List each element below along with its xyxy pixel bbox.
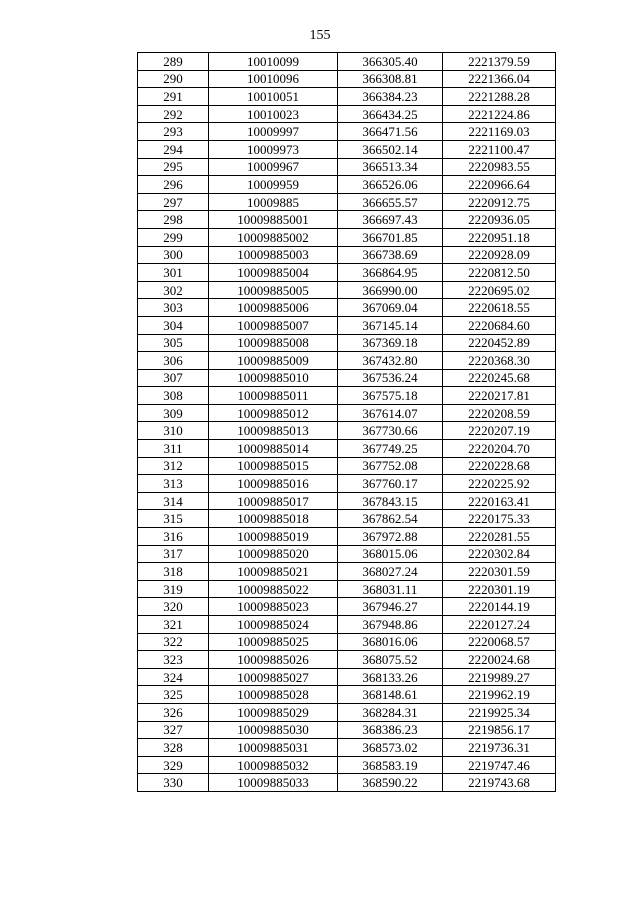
point-id-cell: 10009885002 bbox=[209, 228, 338, 246]
point-id-cell: 10009973 bbox=[209, 140, 338, 158]
table-row bbox=[138, 88, 556, 106]
x-coordinate-cell: 368075.52 bbox=[338, 651, 443, 669]
y-coordinate-cell: 2221224.86 bbox=[443, 105, 556, 123]
point-id-cell: 10010051 bbox=[209, 88, 338, 106]
y-coordinate-cell: 2219743.68 bbox=[443, 774, 556, 792]
table-row bbox=[138, 404, 556, 422]
row-number-cell: 299 bbox=[138, 228, 209, 246]
point-id-cell: 10009885005 bbox=[209, 281, 338, 299]
row-number-cell: 319 bbox=[138, 580, 209, 598]
table-row bbox=[138, 721, 556, 739]
point-id-cell: 10009885023 bbox=[209, 598, 338, 616]
x-coordinate-cell: 368386.23 bbox=[338, 721, 443, 739]
y-coordinate-cell: 2220127.24 bbox=[443, 616, 556, 634]
row-number-cell: 330 bbox=[138, 774, 209, 792]
point-id-cell: 10009885003 bbox=[209, 246, 338, 264]
table-row bbox=[138, 633, 556, 651]
point-id-cell: 10009885021 bbox=[209, 563, 338, 581]
point-id-cell: 10009885033 bbox=[209, 774, 338, 792]
y-coordinate-cell: 2219747.46 bbox=[443, 756, 556, 774]
point-id-cell: 10009885031 bbox=[209, 739, 338, 757]
point-id-cell: 10009959 bbox=[209, 176, 338, 194]
y-coordinate-cell: 2220175.33 bbox=[443, 510, 556, 528]
y-coordinate-cell: 2220452.89 bbox=[443, 334, 556, 352]
point-id-cell: 10009885013 bbox=[209, 422, 338, 440]
row-number-cell: 323 bbox=[138, 651, 209, 669]
y-coordinate-cell: 2220368.30 bbox=[443, 352, 556, 370]
row-number-cell: 301 bbox=[138, 264, 209, 282]
y-coordinate-cell: 2220163.41 bbox=[443, 492, 556, 510]
x-coordinate-cell: 367752.08 bbox=[338, 457, 443, 475]
point-id-cell: 10009885019 bbox=[209, 528, 338, 546]
table-row bbox=[138, 756, 556, 774]
point-id-cell: 10009885012 bbox=[209, 404, 338, 422]
table-row bbox=[138, 580, 556, 598]
point-id-cell: 10009885009 bbox=[209, 352, 338, 370]
row-number-cell: 293 bbox=[138, 123, 209, 141]
row-number-cell: 311 bbox=[138, 440, 209, 458]
row-number-cell: 324 bbox=[138, 668, 209, 686]
x-coordinate-cell: 366384.23 bbox=[338, 88, 443, 106]
x-coordinate-cell: 366305.40 bbox=[338, 53, 443, 71]
x-coordinate-cell: 367069.04 bbox=[338, 299, 443, 317]
point-id-cell: 10009885027 bbox=[209, 668, 338, 686]
table-row bbox=[138, 703, 556, 721]
y-coordinate-cell: 2220225.92 bbox=[443, 475, 556, 493]
point-id-cell: 10009885016 bbox=[209, 475, 338, 493]
row-number-cell: 325 bbox=[138, 686, 209, 704]
y-coordinate-cell: 2220618.55 bbox=[443, 299, 556, 317]
point-id-cell: 10009885024 bbox=[209, 616, 338, 634]
table-row bbox=[138, 774, 556, 792]
y-coordinate-cell: 2220204.70 bbox=[443, 440, 556, 458]
point-id-cell: 10009885007 bbox=[209, 316, 338, 334]
point-id-cell: 10009997 bbox=[209, 123, 338, 141]
x-coordinate-cell: 366655.57 bbox=[338, 193, 443, 211]
table-row bbox=[138, 492, 556, 510]
table-row bbox=[138, 140, 556, 158]
row-number-cell: 304 bbox=[138, 316, 209, 334]
x-coordinate-cell: 366990.00 bbox=[338, 281, 443, 299]
x-coordinate-cell: 367575.18 bbox=[338, 387, 443, 405]
point-id-cell: 10009885025 bbox=[209, 633, 338, 651]
row-number-cell: 294 bbox=[138, 140, 209, 158]
point-id-cell: 10009885001 bbox=[209, 211, 338, 229]
point-id-cell: 10009885032 bbox=[209, 756, 338, 774]
table-row bbox=[138, 299, 556, 317]
row-number-cell: 308 bbox=[138, 387, 209, 405]
x-coordinate-cell: 368016.06 bbox=[338, 633, 443, 651]
y-coordinate-cell: 2221379.59 bbox=[443, 53, 556, 71]
x-coordinate-cell: 367369.18 bbox=[338, 334, 443, 352]
y-coordinate-cell: 2220228.68 bbox=[443, 457, 556, 475]
table-row bbox=[138, 228, 556, 246]
table-row bbox=[138, 158, 556, 176]
table-row bbox=[138, 53, 556, 71]
table-row bbox=[138, 211, 556, 229]
row-number-cell: 307 bbox=[138, 369, 209, 387]
x-coordinate-cell: 368133.26 bbox=[338, 668, 443, 686]
table-row bbox=[138, 105, 556, 123]
row-number-cell: 327 bbox=[138, 721, 209, 739]
row-number-cell: 328 bbox=[138, 739, 209, 757]
y-coordinate-cell: 2221169.03 bbox=[443, 123, 556, 141]
y-coordinate-cell: 2220207.19 bbox=[443, 422, 556, 440]
row-number-cell: 290 bbox=[138, 70, 209, 88]
row-number-cell: 289 bbox=[138, 53, 209, 71]
point-id-cell: 10009885004 bbox=[209, 264, 338, 282]
y-coordinate-cell: 2220928.09 bbox=[443, 246, 556, 264]
table-row bbox=[138, 651, 556, 669]
point-id-cell: 10009885020 bbox=[209, 545, 338, 563]
y-coordinate-cell: 2219856.17 bbox=[443, 721, 556, 739]
y-coordinate-cell: 2220684.60 bbox=[443, 316, 556, 334]
table-row bbox=[138, 352, 556, 370]
point-id-cell: 10009885010 bbox=[209, 369, 338, 387]
x-coordinate-cell: 366697.43 bbox=[338, 211, 443, 229]
x-coordinate-cell: 367946.27 bbox=[338, 598, 443, 616]
x-coordinate-cell: 368284.31 bbox=[338, 703, 443, 721]
table-row bbox=[138, 457, 556, 475]
row-number-cell: 313 bbox=[138, 475, 209, 493]
x-coordinate-cell: 366738.69 bbox=[338, 246, 443, 264]
y-coordinate-cell: 2220301.19 bbox=[443, 580, 556, 598]
table-row bbox=[138, 528, 556, 546]
x-coordinate-cell: 368031.11 bbox=[338, 580, 443, 598]
row-number-cell: 318 bbox=[138, 563, 209, 581]
y-coordinate-cell: 2219736.31 bbox=[443, 739, 556, 757]
x-coordinate-cell: 367614.07 bbox=[338, 404, 443, 422]
row-number-cell: 305 bbox=[138, 334, 209, 352]
table-row bbox=[138, 70, 556, 88]
row-number-cell: 303 bbox=[138, 299, 209, 317]
x-coordinate-cell: 366434.25 bbox=[338, 105, 443, 123]
row-number-cell: 315 bbox=[138, 510, 209, 528]
table-row bbox=[138, 123, 556, 141]
point-id-cell: 10009885030 bbox=[209, 721, 338, 739]
row-number-cell: 298 bbox=[138, 211, 209, 229]
row-number-cell: 292 bbox=[138, 105, 209, 123]
table-row bbox=[138, 176, 556, 194]
table-row bbox=[138, 440, 556, 458]
y-coordinate-cell: 2220301.59 bbox=[443, 563, 556, 581]
point-id-cell: 10009967 bbox=[209, 158, 338, 176]
y-coordinate-cell: 2220912.75 bbox=[443, 193, 556, 211]
x-coordinate-cell: 366471.56 bbox=[338, 123, 443, 141]
x-coordinate-cell: 367730.66 bbox=[338, 422, 443, 440]
row-number-cell: 291 bbox=[138, 88, 209, 106]
row-number-cell: 295 bbox=[138, 158, 209, 176]
x-coordinate-cell: 367862.54 bbox=[338, 510, 443, 528]
table-body bbox=[138, 53, 556, 792]
y-coordinate-cell: 2220983.55 bbox=[443, 158, 556, 176]
point-id-cell: 10010099 bbox=[209, 53, 338, 71]
x-coordinate-cell: 367432.80 bbox=[338, 352, 443, 370]
point-id-cell: 10009885026 bbox=[209, 651, 338, 669]
row-number-cell: 314 bbox=[138, 492, 209, 510]
point-id-cell: 10009885011 bbox=[209, 387, 338, 405]
table-row bbox=[138, 316, 556, 334]
y-coordinate-cell: 2219989.27 bbox=[443, 668, 556, 686]
table-row bbox=[138, 598, 556, 616]
point-id-cell: 10010096 bbox=[209, 70, 338, 88]
x-coordinate-cell: 367972.88 bbox=[338, 528, 443, 546]
y-coordinate-cell: 2220302.84 bbox=[443, 545, 556, 563]
x-coordinate-cell: 368015.06 bbox=[338, 545, 443, 563]
x-coordinate-cell: 367536.24 bbox=[338, 369, 443, 387]
row-number-cell: 312 bbox=[138, 457, 209, 475]
point-id-cell: 10010023 bbox=[209, 105, 338, 123]
x-coordinate-cell: 367145.14 bbox=[338, 316, 443, 334]
row-number-cell: 322 bbox=[138, 633, 209, 651]
row-number-cell: 306 bbox=[138, 352, 209, 370]
y-coordinate-cell: 2219925.34 bbox=[443, 703, 556, 721]
x-coordinate-cell: 368148.61 bbox=[338, 686, 443, 704]
y-coordinate-cell: 2220695.02 bbox=[443, 281, 556, 299]
x-coordinate-cell: 368583.19 bbox=[338, 756, 443, 774]
point-id-cell: 10009885006 bbox=[209, 299, 338, 317]
x-coordinate-cell: 366308.81 bbox=[338, 70, 443, 88]
point-id-cell: 10009885 bbox=[209, 193, 338, 211]
table-row bbox=[138, 246, 556, 264]
row-number-cell: 317 bbox=[138, 545, 209, 563]
row-number-cell: 302 bbox=[138, 281, 209, 299]
x-coordinate-cell: 368590.22 bbox=[338, 774, 443, 792]
table-row bbox=[138, 264, 556, 282]
table-row bbox=[138, 475, 556, 493]
y-coordinate-cell: 2220217.81 bbox=[443, 387, 556, 405]
point-id-cell: 10009885022 bbox=[209, 580, 338, 598]
y-coordinate-cell: 2220281.55 bbox=[443, 528, 556, 546]
y-coordinate-cell: 2220068.57 bbox=[443, 633, 556, 651]
point-id-cell: 10009885028 bbox=[209, 686, 338, 704]
x-coordinate-cell: 366502.14 bbox=[338, 140, 443, 158]
table-row bbox=[138, 686, 556, 704]
point-id-cell: 10009885029 bbox=[209, 703, 338, 721]
point-id-cell: 10009885018 bbox=[209, 510, 338, 528]
table-row bbox=[138, 545, 556, 563]
table-row bbox=[138, 616, 556, 634]
x-coordinate-cell: 367948.86 bbox=[338, 616, 443, 634]
x-coordinate-cell: 366513.34 bbox=[338, 158, 443, 176]
point-id-cell: 10009885008 bbox=[209, 334, 338, 352]
page-number: 155 bbox=[309, 28, 331, 43]
y-coordinate-cell: 2221366.04 bbox=[443, 70, 556, 88]
y-coordinate-cell: 2219962.19 bbox=[443, 686, 556, 704]
point-id-cell: 10009885015 bbox=[209, 457, 338, 475]
row-number-cell: 321 bbox=[138, 616, 209, 634]
y-coordinate-cell: 2220208.59 bbox=[443, 404, 556, 422]
point-id-cell: 10009885014 bbox=[209, 440, 338, 458]
y-coordinate-cell: 2221100.47 bbox=[443, 140, 556, 158]
row-number-cell: 310 bbox=[138, 422, 209, 440]
table-row bbox=[138, 510, 556, 528]
x-coordinate-cell: 367843.15 bbox=[338, 492, 443, 510]
table-row bbox=[138, 369, 556, 387]
y-coordinate-cell: 2220245.68 bbox=[443, 369, 556, 387]
row-number-cell: 297 bbox=[138, 193, 209, 211]
table-row bbox=[138, 387, 556, 405]
table-row bbox=[138, 193, 556, 211]
y-coordinate-cell: 2220966.64 bbox=[443, 176, 556, 194]
y-coordinate-cell: 2220936.05 bbox=[443, 211, 556, 229]
point-id-cell: 10009885017 bbox=[209, 492, 338, 510]
x-coordinate-cell: 366864.95 bbox=[338, 264, 443, 282]
row-number-cell: 296 bbox=[138, 176, 209, 194]
table-row bbox=[138, 281, 556, 299]
table-row bbox=[138, 668, 556, 686]
row-number-cell: 309 bbox=[138, 404, 209, 422]
table-row bbox=[138, 739, 556, 757]
row-number-cell: 326 bbox=[138, 703, 209, 721]
y-coordinate-cell: 2220951.18 bbox=[443, 228, 556, 246]
x-coordinate-cell: 367760.17 bbox=[338, 475, 443, 493]
x-coordinate-cell: 368027.24 bbox=[338, 563, 443, 581]
y-coordinate-cell: 2220144.19 bbox=[443, 598, 556, 616]
table-row bbox=[138, 563, 556, 581]
x-coordinate-cell: 366526.06 bbox=[338, 176, 443, 194]
y-coordinate-cell: 2220024.68 bbox=[443, 651, 556, 669]
row-number-cell: 320 bbox=[138, 598, 209, 616]
row-number-cell: 316 bbox=[138, 528, 209, 546]
row-number-cell: 329 bbox=[138, 756, 209, 774]
table-row bbox=[138, 422, 556, 440]
x-coordinate-cell: 366701.85 bbox=[338, 228, 443, 246]
row-number-cell: 300 bbox=[138, 246, 209, 264]
x-coordinate-cell: 367749.25 bbox=[338, 440, 443, 458]
y-coordinate-cell: 2220812.50 bbox=[443, 264, 556, 282]
coordinates-table bbox=[137, 52, 556, 792]
y-coordinate-cell: 2221288.28 bbox=[443, 88, 556, 106]
x-coordinate-cell: 368573.02 bbox=[338, 739, 443, 757]
table-row bbox=[138, 334, 556, 352]
